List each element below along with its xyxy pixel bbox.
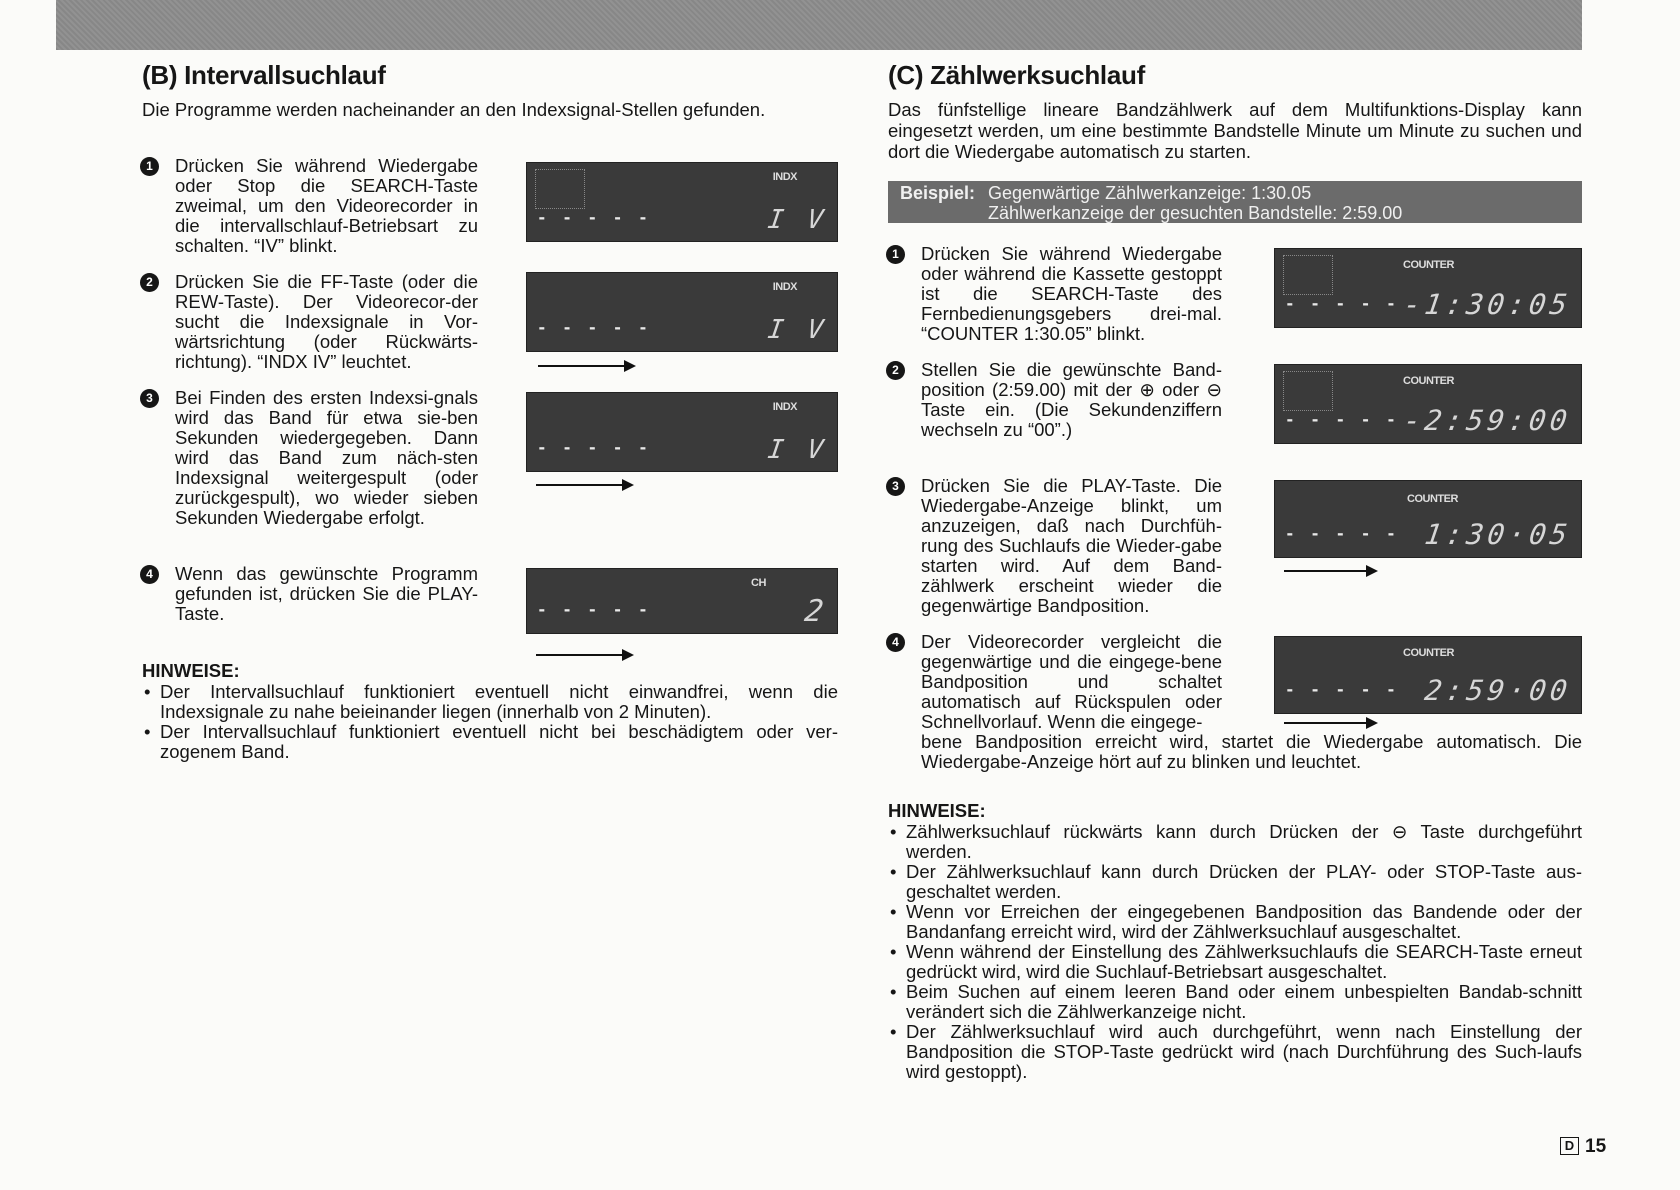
note-item: • Der Zählwerksuchlauf kann durch Drücken der PLAY- oder STOP-Taste aus-geschaltet werden. xyxy=(888,862,1582,902)
header-bar xyxy=(56,0,1582,50)
lcd-digits: 2 xyxy=(802,594,830,629)
step-text: Wenn das gewünschte Programm gefunden ist, drücken Sie die PLAY-Taste. xyxy=(175,563,478,624)
section-c-notes xyxy=(888,800,1582,1082)
example-line-2: Zählwerkanzeige der gesuchten Bandstelle: 2:59.00 xyxy=(988,203,1403,223)
note-item: • Wenn vor Erreichen der eingegebenen Bandposition das Bandende oder der Bandanfang erreicht wird, wird der Zählwerksuchlauf ausgeschaltet. xyxy=(888,902,1582,942)
step-b2 xyxy=(142,272,478,372)
lcd-dashes: - - - - - xyxy=(1285,680,1399,699)
lcd-dashes: - - - - - xyxy=(537,318,651,337)
lcd-label: INDX xyxy=(772,401,797,413)
lcd-display-b3 xyxy=(526,392,838,472)
language-badge: D xyxy=(1560,1137,1579,1155)
step-c3 xyxy=(888,476,1222,616)
lcd-grid xyxy=(535,169,585,209)
lcd-label: COUNTER xyxy=(1403,647,1454,659)
section-c-title: (C) Zählwerksuchlauf xyxy=(888,60,1145,90)
step-text: Drücken Sie die PLAY-Taste. Die Wiedergabe-Anzeige blinkt, um anzuzeigen, daß nach Durchfüh-rung des Suchlaufs die Wieder-gabe starten wird. Auf dem Band-zählwerk erscheint wieder die gegenwärtige Bandposition. xyxy=(921,475,1222,616)
arrow-forward-icon xyxy=(538,365,634,367)
lcd-digits: I V xyxy=(765,205,830,235)
section-c-intro: Das fünfstellige lineare Bandzählwerk auf dem Multifunktions-Display kann eingesetzt werden, um eine bestimmte Bandstelle Minute um Minute zu suchen und dort die Wiedergabe automatisch zu starten. xyxy=(888,99,1582,162)
step-b3 xyxy=(142,388,478,528)
lcd-grid xyxy=(1283,255,1333,295)
note-item: • Beim Suchen auf einem leeren Band oder einem unbespielten Bandab-schnitt verändert sich die Zählwerkanzeige nicht. xyxy=(888,982,1582,1022)
example-box xyxy=(888,181,1582,223)
arrow-forward-icon xyxy=(536,654,632,656)
lcd-display-c3 xyxy=(1274,480,1582,558)
step-text: bene Bandposition erreicht wird, startet die Wiedergabe automatisch. Die Wiedergabe-Anzeige hört auf zu blinken und leuchtet. xyxy=(921,731,1582,772)
lcd-dashes: - - - - - xyxy=(537,438,651,457)
lcd-dashes: - - - - - xyxy=(1285,294,1399,313)
step-text: Der Videorecorder vergleicht die gegenwärtige und die eingege-bene Bandposition und schaltet automatisch auf Rückspulen oder Schnellvorlauf. Wenn die eingege- xyxy=(921,631,1222,732)
section-c xyxy=(888,60,1582,1082)
lcd-display-b4 xyxy=(526,568,838,634)
lcd-digits: 1:30·05 xyxy=(1422,518,1574,551)
arrow-forward-icon xyxy=(536,484,632,486)
notes-title: HINWEISE: xyxy=(142,660,240,681)
note-item: • Zählwerksuchlauf rückwärts kann durch Drücken der ⊖ Taste durchgeführt werden. xyxy=(888,822,1582,862)
step-number: 1 xyxy=(886,245,905,264)
step-b1 xyxy=(142,156,478,256)
note-item: • Wenn während der Einstellung des Zählwerksuchlaufs die SEARCH-Taste erneut gedrückt wird, wird die Suchlauf-Betriebsart ausgeschaltet. xyxy=(888,942,1582,982)
lcd-display-c1 xyxy=(1274,248,1582,328)
notes-list xyxy=(142,682,838,762)
step-c4 xyxy=(888,632,1222,732)
lcd-label: CH xyxy=(751,577,766,589)
step-text: Drücken Sie die FF-Taste (oder die REW-Taste). Der Videorecor-der sucht die Indexsignale in Vor-wärtsrichtung (oder Rückwärts-richtung). “INDX IV” leuchtet. xyxy=(175,271,478,372)
step-number: 4 xyxy=(140,565,159,584)
step-text: Drücken Sie während Wiedergabe oder während die Kassette gestoppt ist die SEARCH-Taste des Fernbedienungsgebers drei-mal. “COUNTER 1:30.05” blinkt. xyxy=(921,243,1222,344)
lcd-digits: I V xyxy=(765,435,830,465)
lcd-label: COUNTER xyxy=(1403,259,1454,271)
arrow-forward-icon xyxy=(1284,570,1376,572)
section-b-notes xyxy=(142,660,838,762)
lcd-display-c4 xyxy=(1274,636,1582,714)
lcd-display-c2 xyxy=(1274,364,1582,444)
step-c4-continued xyxy=(921,732,1582,772)
section-b-intro: Die Programme werden nacheinander an den Indexsignal-Stellen gefunden. xyxy=(142,99,766,120)
step-number: 2 xyxy=(140,273,159,292)
step-text: Stellen Sie die gewünschte Band-position (2:59.00) mit der ⊕ oder ⊖ Taste ein. (Die Sekundenziffern wechseln zu “00”.) xyxy=(921,359,1222,440)
lcd-digits: -1:30:05 xyxy=(1401,288,1574,321)
lcd-label: COUNTER xyxy=(1407,493,1458,505)
lcd-display-b1 xyxy=(526,162,838,242)
lcd-label: INDX xyxy=(772,171,797,183)
notes-list xyxy=(888,822,1582,1082)
lcd-display-b2 xyxy=(526,272,838,352)
lcd-label: COUNTER xyxy=(1403,375,1454,387)
lcd-dashes: - - - - - xyxy=(537,600,651,619)
step-number: 4 xyxy=(886,633,905,652)
lcd-dashes: - - - - - xyxy=(537,208,651,227)
note-item: • Der Intervallsuchlauf funktioniert eventuell nicht bei beschädigtem oder ver-zogenem Band. xyxy=(142,722,838,762)
page-number xyxy=(1560,1136,1606,1158)
lcd-grid xyxy=(1283,371,1333,411)
lcd-dashes: - - - - - xyxy=(1285,410,1399,429)
arrow-forward-icon xyxy=(1284,722,1376,724)
page-number-text: 15 xyxy=(1585,1136,1607,1157)
lcd-dashes: - - - - - xyxy=(1285,524,1399,543)
step-text: Bei Finden des ersten Indexsi-gnals wird das Band für etwa sie-ben Sekunden wiedergegeben. Dann wird das Band zum näch-sten Indexsignal weitergespult (oder zurückgespult), wo wieder sieben Sekunden Wiedergabe erfolgt. xyxy=(175,387,478,528)
section-b xyxy=(142,60,838,762)
step-number: 3 xyxy=(140,389,159,408)
step-c1 xyxy=(888,244,1222,344)
lcd-label: INDX xyxy=(772,281,797,293)
step-number: 3 xyxy=(886,477,905,496)
step-number: 2 xyxy=(886,361,905,380)
notes-title: HINWEISE: xyxy=(888,800,986,821)
note-item: • Der Zählwerksuchlauf wird auch durchgeführt, wenn nach Einstellung der Bandposition die STOP-Taste gedrückt wird (nach Durchführung des Such-laufs wird gestoppt). xyxy=(888,1022,1582,1082)
lcd-digits: I V xyxy=(765,315,830,345)
step-text: Drücken Sie während Wiedergabe oder Stop die SEARCH-Taste zweimal, um den Videorecorder in die intervallschlauf-Betriebsart zu schalten. “IV” blinkt. xyxy=(175,155,478,256)
step-b4 xyxy=(142,564,478,624)
note-item: • Der Intervallsuchlauf funktioniert eventuell nicht einwandfrei, wenn die Indexsignale zu nahe beieinander liegen (innerhalb von 2 Minuten). xyxy=(142,682,838,722)
step-c2 xyxy=(888,360,1222,440)
example-line-1: Gegenwärtige Zählwerkanzeige: 1:30.05 xyxy=(988,183,1312,203)
lcd-digits: -2:59:00 xyxy=(1401,404,1574,437)
example-label: Beispiel: xyxy=(900,183,976,203)
step-number: 1 xyxy=(140,157,159,176)
lcd-digits: 2:59·00 xyxy=(1422,674,1574,707)
section-b-title: (B) Intervallsuchlauf xyxy=(142,60,386,90)
